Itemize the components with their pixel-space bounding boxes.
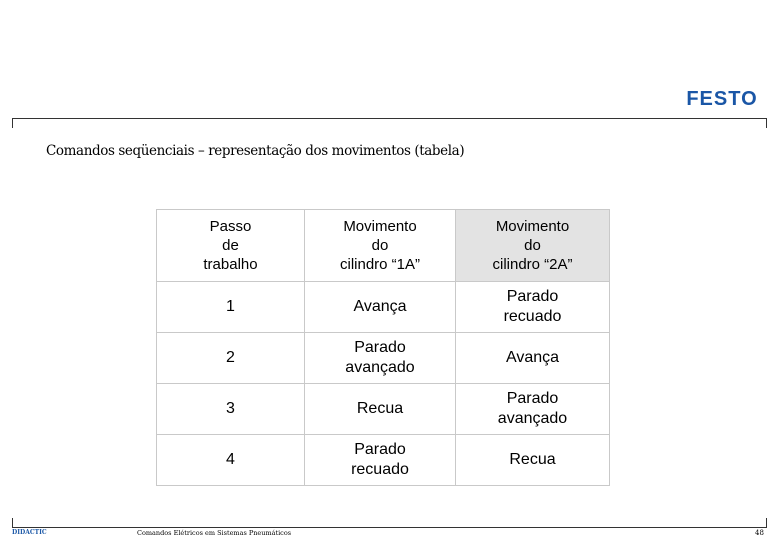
cylinder-1a-state: Parado avançado — [345, 339, 415, 377]
cylinder-1a-cell — [305, 333, 456, 384]
step-number: 2 — [226, 349, 235, 367]
header-cell-step — [157, 210, 305, 282]
step-number: 3 — [226, 400, 235, 418]
footer-course-title: Comandos Elétricos em Sistemas Pneumáticos — [137, 529, 292, 537]
cylinder-1a-cell — [305, 435, 456, 486]
cylinder-1a-state: Parado recuado — [351, 441, 409, 478]
footer-rule-right-tick — [766, 518, 767, 528]
cylinder-2a-state: Recua — [509, 451, 556, 468]
table-row — [157, 282, 610, 333]
cylinder-2a-state: Parado avançado — [497, 390, 568, 428]
step-cell — [157, 435, 305, 486]
table-header-row — [157, 210, 610, 282]
footer-rule — [12, 527, 766, 528]
footer-brand: DIDACTIC — [12, 529, 47, 536]
header-2a-label: Movimento do cilindro “2A” — [492, 218, 573, 274]
cylinder-2a-state: Parado recuado — [503, 288, 562, 326]
header-rule-right-tick — [766, 118, 767, 128]
logo-text: FESTO — [686, 89, 758, 107]
page-number: 48 — [755, 529, 764, 537]
cylinder-2a-cell — [456, 435, 610, 486]
cylinder-2a-cell — [456, 282, 610, 333]
cylinder-2a-cell — [456, 384, 610, 435]
header-cell-cylinder-2a — [456, 210, 610, 282]
table-row — [157, 384, 610, 435]
header-rule — [12, 118, 766, 119]
header-1a-label: Movimento do cilindro “1A” — [339, 218, 421, 274]
footer-rule-left-tick — [12, 518, 13, 528]
step-number: 1 — [226, 298, 235, 316]
cylinder-1a-cell — [305, 384, 456, 435]
header-step-label: Passo de trabalho — [203, 218, 258, 274]
step-cell — [157, 282, 305, 333]
step-number: 4 — [226, 451, 235, 468]
cylinder-2a-state: Avança — [505, 349, 560, 367]
cylinder-2a-cell — [456, 333, 610, 384]
header-rule-left-tick — [12, 118, 13, 128]
slide-title: Comandos seqüenciais – representação dos movimentos (tabela) — [46, 143, 465, 159]
festo-logo — [675, 89, 769, 107]
cylinder-1a-state: Avança — [353, 298, 407, 316]
table-row — [157, 435, 610, 486]
header-cell-cylinder-1a — [305, 210, 456, 282]
step-cell — [157, 384, 305, 435]
movement-table — [156, 209, 610, 486]
table-row — [157, 333, 610, 384]
cylinder-1a-cell — [305, 282, 456, 333]
step-cell — [157, 333, 305, 384]
cylinder-1a-state: Recua — [356, 400, 404, 418]
